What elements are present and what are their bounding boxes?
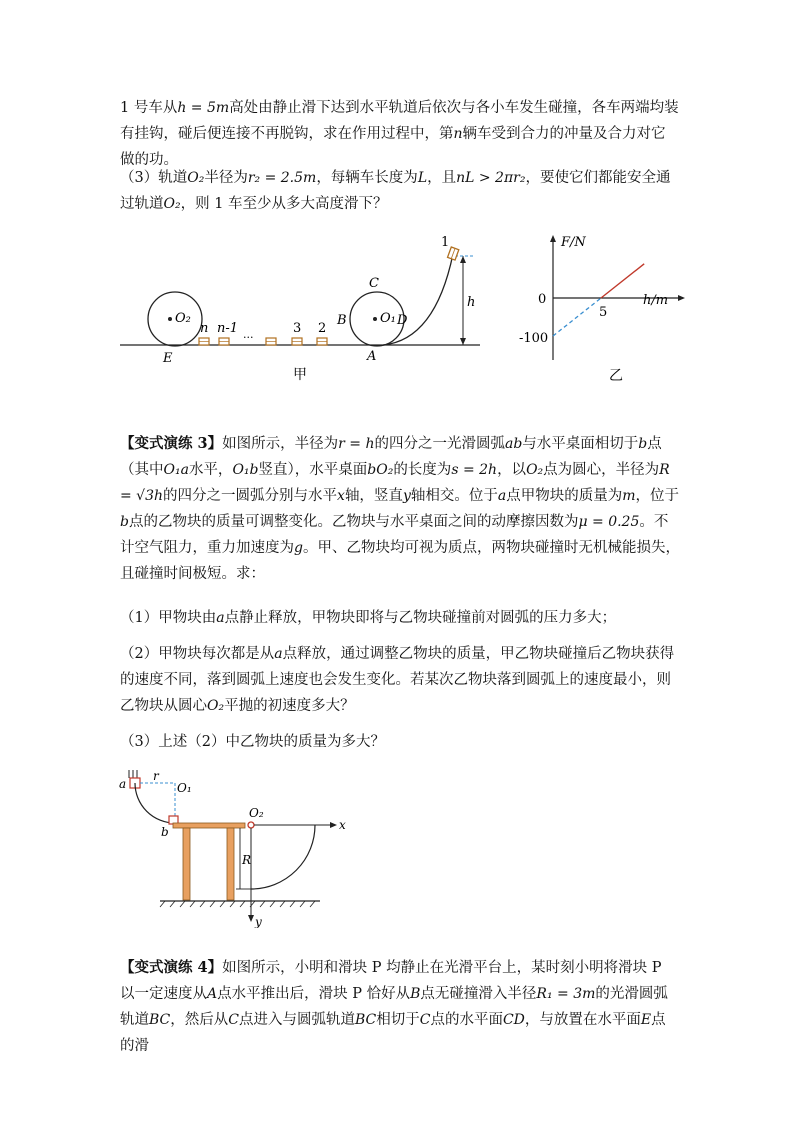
math: O₂ [207,698,225,714]
label-car-n: n [200,321,209,336]
center-o2 [248,822,254,828]
math: R = √3h [120,462,670,504]
text: 的光滑圆弧轨道 [120,986,668,1028]
math: a [497,488,507,504]
x-axis-label: h/m [643,293,669,308]
math: g [294,540,303,556]
text: 的四分之一光滑圆弧 [374,436,505,452]
text: （1）甲物块由 [120,610,217,626]
x-tick-label: 5 [599,305,608,320]
car-generic [266,338,276,345]
table-leg-right [227,828,234,900]
sub-question-2 [120,641,680,719]
text: 与水平桌面相切于 [522,436,639,452]
label-x: x [339,818,346,832]
text: ，位于 [635,488,679,504]
label-d: D [397,313,408,328]
math: E [640,1012,652,1028]
text: 水平， [188,462,233,478]
label-a: a [119,777,127,791]
label-car-2: 2 [318,321,327,336]
label-r: r [153,769,159,783]
math: x [337,488,345,504]
exercise-4-text [120,955,680,1059]
quarter-arc-r [251,825,315,889]
text: 轴，竖直 [344,488,403,504]
table-top [173,823,245,828]
math: a [274,646,283,662]
label-y: y [255,915,262,928]
text: ，且 [427,170,457,186]
text: 点的乙物块的质量可调整变化。乙物块与水平桌面之间的动摩擦因数为 [128,514,579,530]
car-n [199,338,209,345]
text: ，则 1 车至少从多大高度滑下？ [180,196,388,212]
y-axis-label: F/N [561,235,586,250]
paragraph-1 [120,95,680,173]
label-car-n-1: n-1 [217,321,239,336]
math-h: h = 5m [177,100,230,116]
track-o2-center [168,317,172,321]
ground-hatch [160,901,315,907]
label-car-1: 1 [441,235,450,250]
label-c: C [369,276,379,291]
math: O₂ [526,462,544,478]
label-h: h [467,295,476,310]
text: 点静止释放，甲物块即将与乙物块碰撞前对圆弧的压力多大； [224,610,617,626]
track-o1-center [373,317,377,321]
text: ，然后从 [170,1012,229,1028]
label-e: E [163,351,173,366]
sub-question-3 [120,729,680,755]
math: b [638,436,648,452]
figure-jia [115,232,485,382]
x-axis-arrow [330,822,337,828]
text: 高处由静止滑下达到水平轨道后依次与各小车发生碰撞，各车两端均装有挂钩，碰后便连接不再脱钩，求在作用过程中，第 [120,100,679,142]
text: 。甲、乙物块均可视为质点，两物块碰撞时无机械能损失，且碰撞时间极短。求： [120,540,680,582]
label-ellipsis: ... [243,328,254,341]
math-o2: O₂ [163,196,181,212]
text: 点的滑 [120,1012,666,1054]
math: BC [149,1012,171,1028]
text: 点为圆心，半径为 [543,462,660,478]
text: ，每辆车长度为 [316,170,418,186]
caption-jia: 甲 [293,367,307,382]
text: 。不计空气阻力，重力加速度为 [120,514,669,556]
math: CD [502,1012,525,1028]
text: 的长度为 [393,462,452,478]
text: 点释放，通过调整乙物块的质量，甲乙物块碰撞后乙物块获得的速度不同，落到圆弧上速度也会发生变化。若某次乙物块落到圆弧上的速度最小，则乙物块从圆心 [120,646,675,714]
math: m [622,488,636,504]
exercise-heading: 【变式演练 3】 [120,435,223,452]
label-b: B [337,313,347,328]
car-3 [292,338,302,345]
label-car-3: 3 [293,321,302,336]
math: s = 2h [451,462,498,478]
label-a: A [367,349,377,364]
math: R₁ = 3m [536,986,596,1002]
text: （3）上述（2）中乙物块的质量为多大？ [120,734,385,750]
series-solid-line [601,264,644,298]
text: 轴相交。位于 [410,488,498,504]
text: 1 号车从 [120,100,178,116]
sub-question-1 [120,605,680,631]
origin-label: 0 [538,292,547,307]
math: BC [354,1012,377,1028]
y-tick-label: -100 [519,331,549,346]
math: O₁b [232,462,259,478]
caption-yi: 乙 [609,368,623,384]
math: μ = 0.25 [578,514,640,530]
math-L: L [417,170,428,186]
math: bO₂ [367,462,394,478]
figure-yi-graph [515,230,695,385]
text: 竖直），水平桌面 [258,462,368,478]
label-o2: O₂ [249,806,264,820]
question-3-text [120,165,680,217]
figure-table-arc [115,768,355,928]
text: ，与放置在水平面 [524,1012,641,1028]
math: r = h [338,436,375,452]
text: 相切于 [376,1012,420,1028]
text: 半径为 [204,170,248,186]
text: 平抛的初速度多大？ [224,698,355,714]
text: 如图所示，小明和滑块 P 均静止在光滑平台上，某时刻小明将滑块 P 以一定速度从 [120,960,662,1002]
text: 点无碰撞滑入半径 [420,986,537,1002]
label-o1: O₁ [177,781,192,795]
math-r2: r₂ = 2.5m [247,170,317,186]
y-axis-arrow [550,235,556,242]
slope-curve [383,254,453,345]
text: 点的水平面 [430,1012,503,1028]
math: C [419,1012,431,1028]
math: A [207,986,218,1002]
table-leg-left [183,828,190,900]
label-R: R [242,853,252,867]
math: b [120,514,129,530]
math: C [228,1012,239,1028]
label-b: b [161,825,169,839]
car-2 [317,338,327,345]
text: 点水平推出后，滑块 P 恰好从 [217,986,411,1002]
text: （3）轨道 [120,170,188,186]
math-cond: nL > 2πr₂ [456,170,526,186]
math-o2: O₂ [187,170,205,186]
height-arrow-top [460,256,466,263]
math: a [216,610,225,626]
math-n: n [453,126,463,142]
math: ab [504,436,523,452]
math: y [402,488,411,504]
text: 点进入与圆弧轨道 [238,1012,355,1028]
label-o2: O₂ [175,311,191,326]
series-dashed-line [553,298,601,336]
text: 的四分之一圆弧分别与水平 [163,488,338,504]
exercise-heading: 【变式演练 4】 [120,959,223,976]
car-n-1 [219,338,229,345]
text: ，要使它们都能安全通过轨道 [120,170,671,212]
y-axis-arrow [248,915,254,922]
label-o1: O₁ [380,311,396,326]
math: B [410,986,421,1002]
exercise-3-text [120,431,680,587]
height-arrow-bottom [460,338,466,345]
x-axis-arrow [678,295,685,301]
text: 点（其中 [120,436,662,478]
text: （2）甲物块每次都是从 [120,646,275,662]
text: 如图所示，半径为 [222,436,339,452]
math: O₁a [163,462,189,478]
text: 辆车受到合力的冲量及合力对它做的功。 [120,126,666,168]
text: 点甲物块的质量为 [506,488,623,504]
text: ，以 [497,462,527,478]
